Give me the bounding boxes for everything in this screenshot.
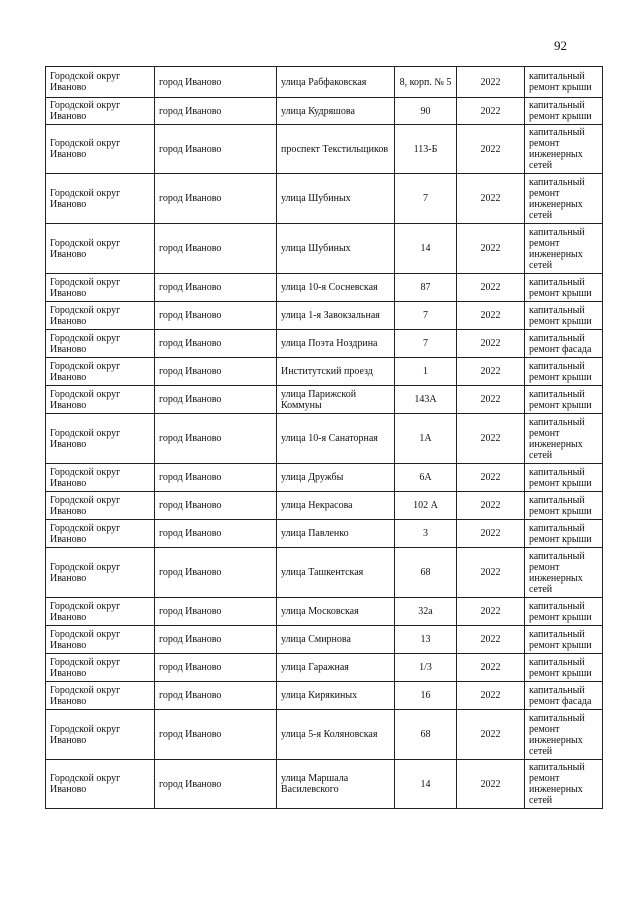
district-cell: Городской округ Иваново bbox=[46, 626, 155, 654]
house-number-cell: 7 bbox=[395, 174, 457, 224]
street-cell: улица Некрасова bbox=[277, 492, 395, 520]
street-cell: улица Смирнова bbox=[277, 626, 395, 654]
work-type-cell: капитальный ремонт крыши bbox=[525, 492, 603, 520]
table-row bbox=[46, 682, 603, 710]
table-row bbox=[46, 386, 603, 414]
district-cell: Городской округ Иваново bbox=[46, 414, 155, 464]
house-number-cell: 8, корп. № 5 bbox=[395, 67, 457, 98]
district-cell: Городской округ Иваново bbox=[46, 464, 155, 492]
locality-cell: город Иваново bbox=[155, 520, 277, 548]
street-cell: улица Гаражная bbox=[277, 654, 395, 682]
house-number-cell: 14 bbox=[395, 224, 457, 274]
house-number-cell: 14 bbox=[395, 760, 457, 809]
year-cell: 2022 bbox=[457, 548, 525, 598]
district-cell: Городской округ Иваново bbox=[46, 710, 155, 760]
locality-cell: город Иваново bbox=[155, 626, 277, 654]
work-type-cell: капитальный ремонт крыши bbox=[525, 654, 603, 682]
house-number-cell: 32а bbox=[395, 598, 457, 626]
locality-cell: город Иваново bbox=[155, 386, 277, 414]
year-cell: 2022 bbox=[457, 710, 525, 760]
street-cell: улица Кирякиных bbox=[277, 682, 395, 710]
street-cell: улица Ташкентская bbox=[277, 548, 395, 598]
work-type-cell: капитальный ремонт инженерных сетей bbox=[525, 174, 603, 224]
locality-cell: город Иваново bbox=[155, 98, 277, 125]
year-cell: 2022 bbox=[457, 760, 525, 809]
work-type-cell: капитальный ремонт крыши bbox=[525, 464, 603, 492]
house-number-cell: 7 bbox=[395, 302, 457, 330]
work-type-cell: капитальный ремонт крыши bbox=[525, 520, 603, 548]
district-cell: Городской округ Иваново bbox=[46, 520, 155, 548]
house-number-cell: 3 bbox=[395, 520, 457, 548]
year-cell: 2022 bbox=[457, 67, 525, 98]
work-type-cell: капитальный ремонт инженерных сетей bbox=[525, 548, 603, 598]
district-cell: Городской округ Иваново bbox=[46, 224, 155, 274]
table-row bbox=[46, 492, 603, 520]
year-cell: 2022 bbox=[457, 682, 525, 710]
locality-cell: город Иваново bbox=[155, 710, 277, 760]
year-cell: 2022 bbox=[457, 125, 525, 174]
year-cell: 2022 bbox=[457, 274, 525, 302]
district-cell: Городской округ Иваново bbox=[46, 125, 155, 174]
street-cell: улица Шубиных bbox=[277, 224, 395, 274]
house-number-cell: 68 bbox=[395, 548, 457, 598]
locality-cell: город Иваново bbox=[155, 224, 277, 274]
house-number-cell: 1 bbox=[395, 358, 457, 386]
house-number-cell: 143А bbox=[395, 386, 457, 414]
district-cell: Городской округ Иваново bbox=[46, 492, 155, 520]
year-cell: 2022 bbox=[457, 464, 525, 492]
district-cell: Городской округ Иваново bbox=[46, 174, 155, 224]
street-cell: Институтский проезд bbox=[277, 358, 395, 386]
table-row bbox=[46, 520, 603, 548]
house-number-cell: 13 bbox=[395, 626, 457, 654]
table-row bbox=[46, 654, 603, 682]
work-type-cell: капитальный ремонт фасада bbox=[525, 682, 603, 710]
locality-cell: город Иваново bbox=[155, 174, 277, 224]
locality-cell: город Иваново bbox=[155, 274, 277, 302]
house-number-cell: 1А bbox=[395, 414, 457, 464]
year-cell: 2022 bbox=[457, 224, 525, 274]
locality-cell: город Иваново bbox=[155, 125, 277, 174]
house-number-cell: 1/3 bbox=[395, 654, 457, 682]
work-type-cell: капитальный ремонт крыши bbox=[525, 274, 603, 302]
street-cell: улица 10-я Санаторная bbox=[277, 414, 395, 464]
work-type-cell: капитальный ремонт крыши bbox=[525, 302, 603, 330]
table-row bbox=[46, 274, 603, 302]
locality-cell: город Иваново bbox=[155, 330, 277, 358]
district-cell: Городской округ Иваново bbox=[46, 358, 155, 386]
work-type-cell: капитальный ремонт инженерных сетей bbox=[525, 224, 603, 274]
district-cell: Городской округ Иваново bbox=[46, 654, 155, 682]
street-cell: улица 5-я Коляновская bbox=[277, 710, 395, 760]
table-row bbox=[46, 414, 603, 464]
table-row bbox=[46, 760, 603, 809]
locality-cell: город Иваново bbox=[155, 548, 277, 598]
year-cell: 2022 bbox=[457, 386, 525, 414]
district-cell: Городской округ Иваново bbox=[46, 598, 155, 626]
work-type-cell: капитальный ремонт крыши bbox=[525, 98, 603, 125]
year-cell: 2022 bbox=[457, 626, 525, 654]
locality-cell: город Иваново bbox=[155, 302, 277, 330]
locality-cell: город Иваново bbox=[155, 598, 277, 626]
house-number-cell: 68 bbox=[395, 710, 457, 760]
street-cell: проспект Текстильщиков bbox=[277, 125, 395, 174]
house-number-cell: 102 А bbox=[395, 492, 457, 520]
table-body bbox=[46, 67, 603, 809]
work-type-cell: капитальный ремонт инженерных сетей bbox=[525, 125, 603, 174]
district-cell: Городской округ Иваново bbox=[46, 98, 155, 125]
house-number-cell: 7 bbox=[395, 330, 457, 358]
house-number-cell: 90 bbox=[395, 98, 457, 125]
year-cell: 2022 bbox=[457, 520, 525, 548]
year-cell: 2022 bbox=[457, 492, 525, 520]
year-cell: 2022 bbox=[457, 174, 525, 224]
house-number-cell: 16 bbox=[395, 682, 457, 710]
year-cell: 2022 bbox=[457, 358, 525, 386]
year-cell: 2022 bbox=[457, 414, 525, 464]
district-cell: Городской округ Иваново bbox=[46, 682, 155, 710]
work-type-cell: капитальный ремонт инженерных сетей bbox=[525, 414, 603, 464]
work-type-cell: капитальный ремонт крыши bbox=[525, 67, 603, 98]
district-cell: Городской округ Иваново bbox=[46, 302, 155, 330]
year-cell: 2022 bbox=[457, 98, 525, 125]
locality-cell: город Иваново bbox=[155, 358, 277, 386]
street-cell: улица Шубиных bbox=[277, 174, 395, 224]
table-row bbox=[46, 358, 603, 386]
table-row bbox=[46, 67, 603, 98]
street-cell: улица Московская bbox=[277, 598, 395, 626]
year-cell: 2022 bbox=[457, 330, 525, 358]
work-type-cell: капитальный ремонт крыши bbox=[525, 626, 603, 654]
table-row bbox=[46, 464, 603, 492]
table-row bbox=[46, 224, 603, 274]
street-cell: улица Павленко bbox=[277, 520, 395, 548]
house-number-cell: 113-Б bbox=[395, 125, 457, 174]
work-type-cell: капитальный ремонт крыши bbox=[525, 386, 603, 414]
page-number: 92 bbox=[554, 38, 567, 53]
locality-cell: город Иваново bbox=[155, 654, 277, 682]
work-type-cell: капитальный ремонт крыши bbox=[525, 598, 603, 626]
work-type-cell: капитальный ремонт инженерных сетей bbox=[525, 710, 603, 760]
table-row bbox=[46, 598, 603, 626]
district-cell: Городской округ Иваново bbox=[46, 386, 155, 414]
house-number-cell: 87 bbox=[395, 274, 457, 302]
locality-cell: город Иваново bbox=[155, 682, 277, 710]
work-type-cell: капитальный ремонт крыши bbox=[525, 358, 603, 386]
street-cell: улица Рабфаковская bbox=[277, 67, 395, 98]
year-cell: 2022 bbox=[457, 598, 525, 626]
street-cell: улица 10-я Сосневская bbox=[277, 274, 395, 302]
street-cell: улица Поэта Ноздрина bbox=[277, 330, 395, 358]
street-cell: улица Дружбы bbox=[277, 464, 395, 492]
district-cell: Городской округ Иваново bbox=[46, 760, 155, 809]
district-cell: Городской округ Иваново bbox=[46, 330, 155, 358]
locality-cell: город Иваново bbox=[155, 760, 277, 809]
locality-cell: город Иваново bbox=[155, 414, 277, 464]
house-number-cell: 6А bbox=[395, 464, 457, 492]
district-cell: Городской округ Иваново bbox=[46, 548, 155, 598]
district-cell: Городской округ Иваново bbox=[46, 67, 155, 98]
locality-cell: город Иваново bbox=[155, 464, 277, 492]
table-row bbox=[46, 330, 603, 358]
table-row bbox=[46, 302, 603, 330]
street-cell: улица Маршала Василевского bbox=[277, 760, 395, 809]
repair-schedule-table bbox=[45, 66, 603, 809]
year-cell: 2022 bbox=[457, 654, 525, 682]
street-cell: улица 1-я Завокзальная bbox=[277, 302, 395, 330]
table-row bbox=[46, 98, 603, 125]
district-cell: Городской округ Иваново bbox=[46, 274, 155, 302]
locality-cell: город Иваново bbox=[155, 492, 277, 520]
table-row bbox=[46, 174, 603, 224]
street-cell: улица Парижской Коммуны bbox=[277, 386, 395, 414]
work-type-cell: капитальный ремонт инженерных сетей bbox=[525, 760, 603, 809]
locality-cell: город Иваново bbox=[155, 67, 277, 98]
table-row bbox=[46, 125, 603, 174]
table-row bbox=[46, 548, 603, 598]
work-type-cell: капитальный ремонт фасада bbox=[525, 330, 603, 358]
table-row bbox=[46, 710, 603, 760]
table-row bbox=[46, 626, 603, 654]
street-cell: улица Кудряшова bbox=[277, 98, 395, 125]
year-cell: 2022 bbox=[457, 302, 525, 330]
